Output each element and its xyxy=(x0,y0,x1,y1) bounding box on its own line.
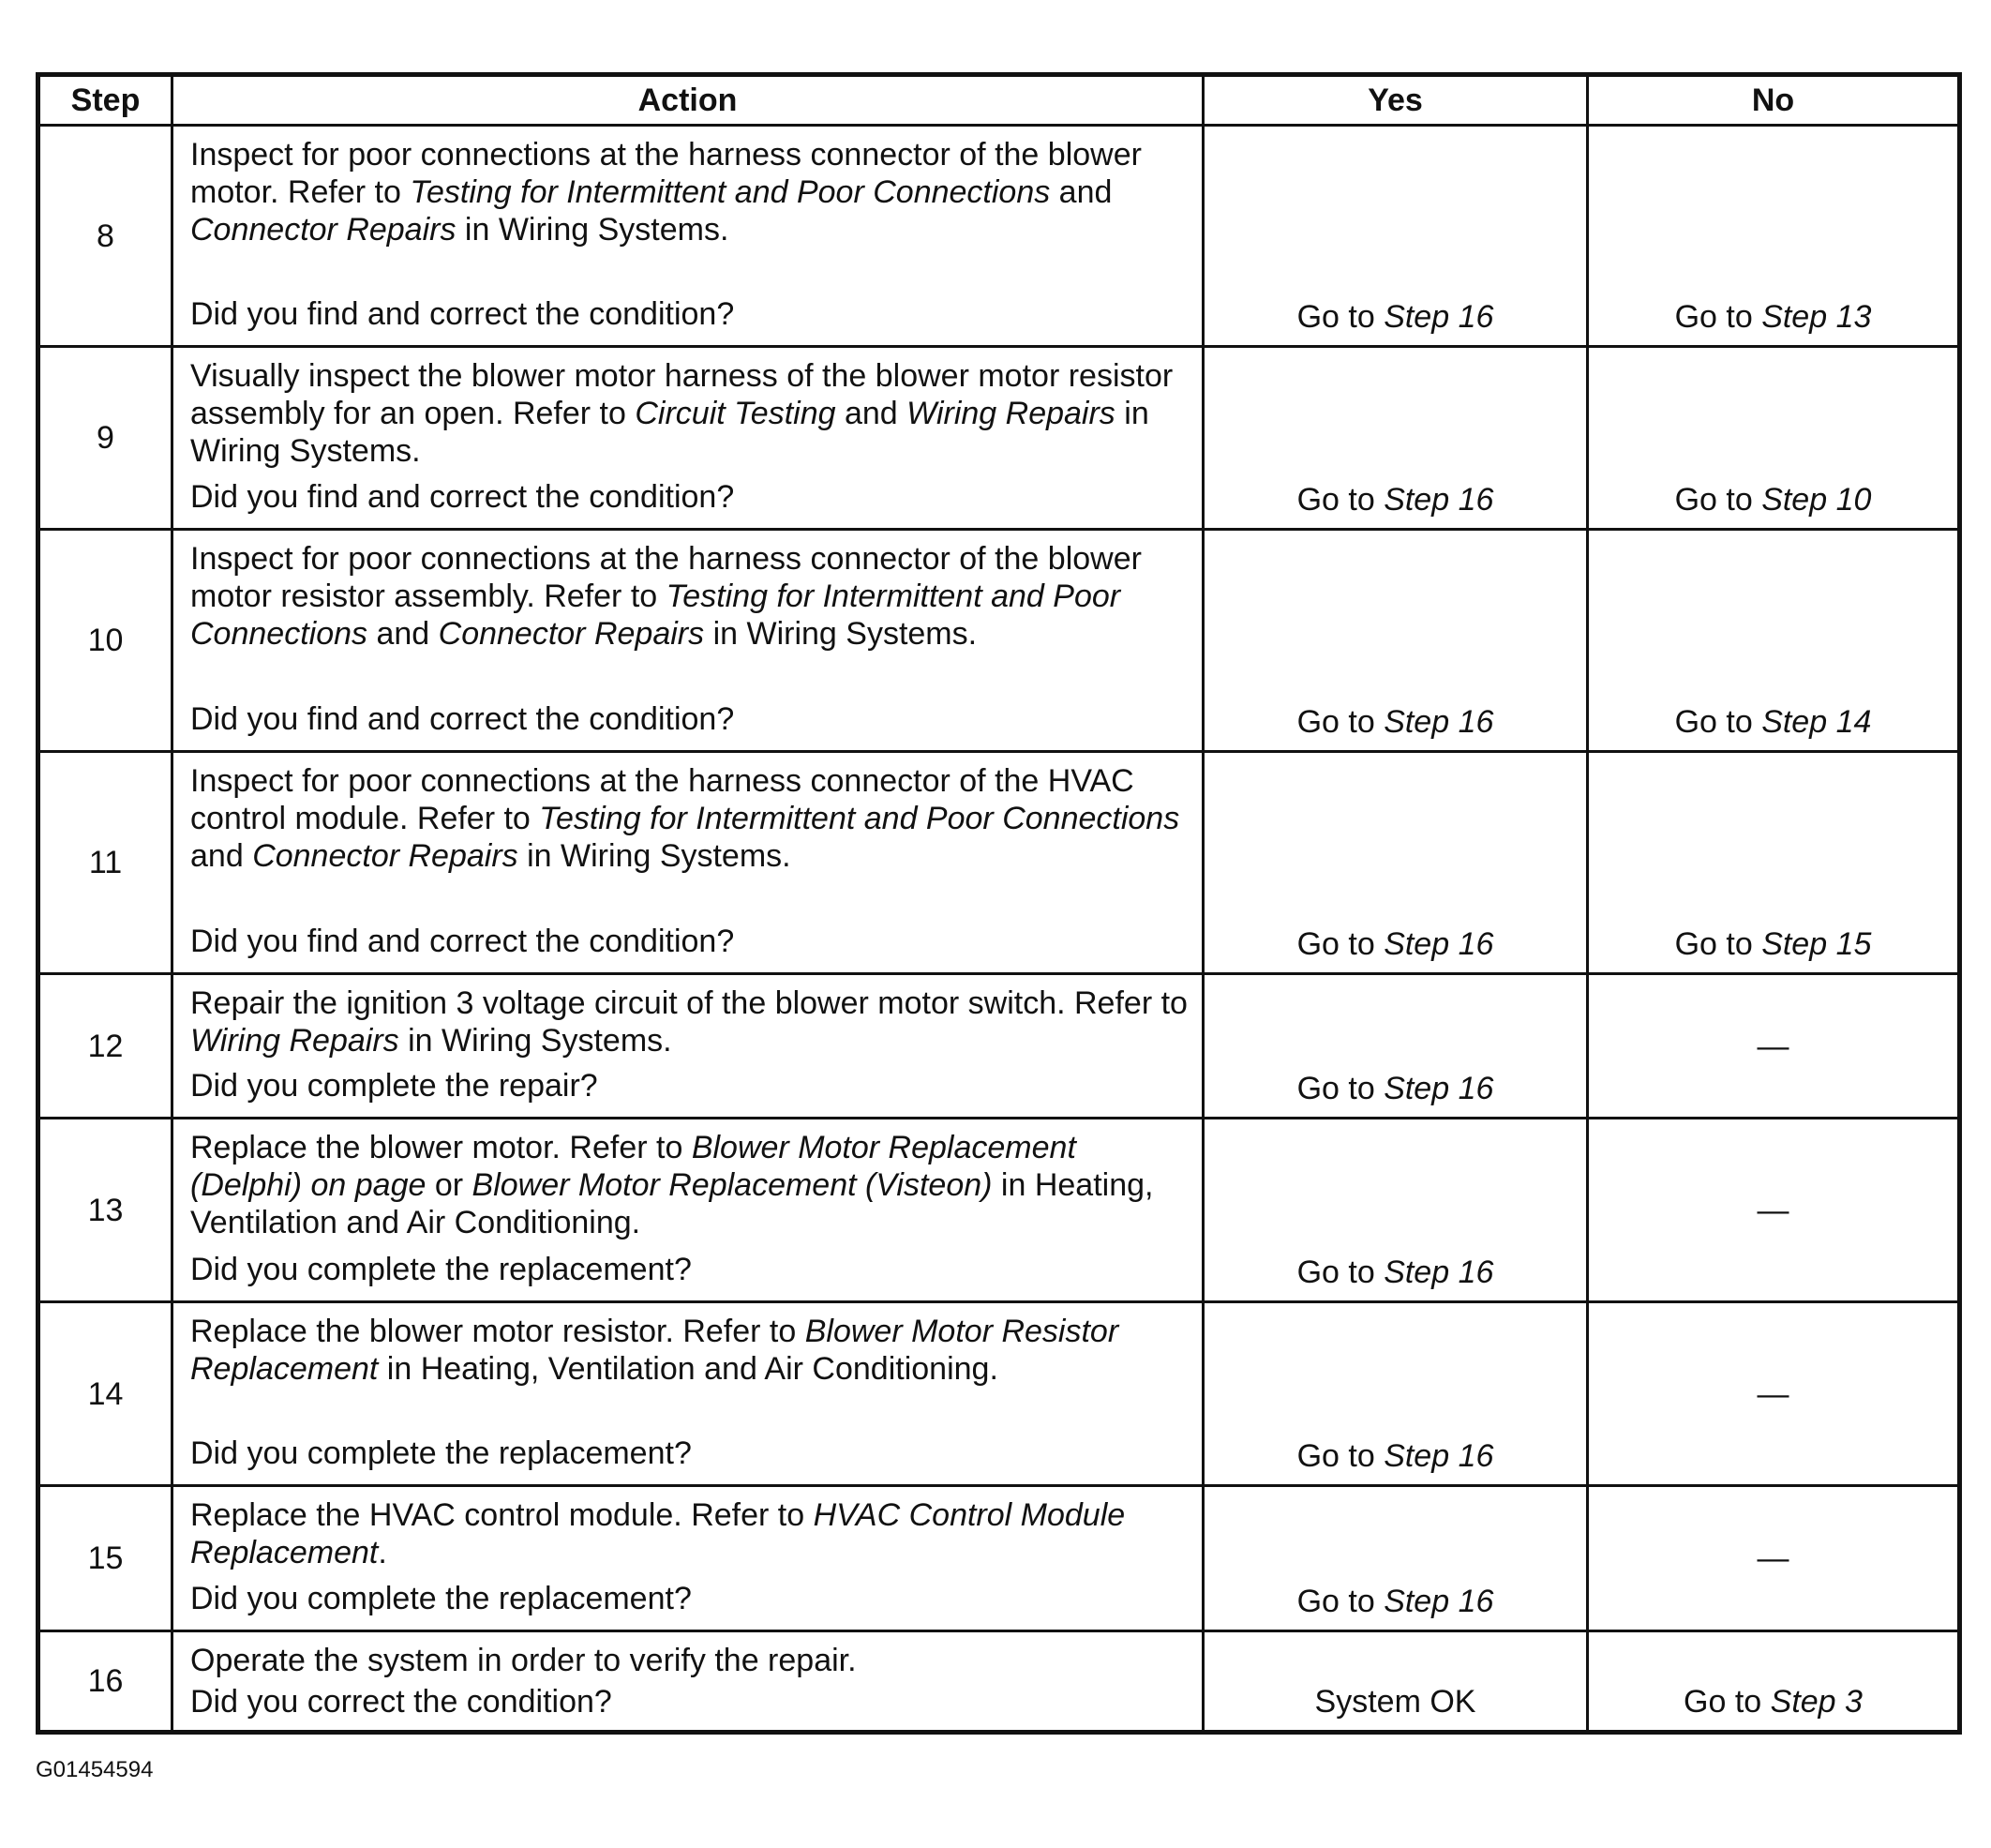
reference-link-text: Connector Repairs xyxy=(190,212,457,248)
reference-link-text: Step 16 xyxy=(1384,299,1494,335)
yes-result xyxy=(1204,974,1588,1119)
yes-result xyxy=(1204,126,1588,347)
text-segment: Replace the HVAC control module. Refer to xyxy=(190,1497,814,1533)
text-segment: Go to xyxy=(1296,299,1385,335)
text-segment: Go to xyxy=(1674,482,1762,518)
table-row xyxy=(38,752,1960,974)
text-segment: Inspect for poor connections at the harness connector of the blower motor resistor assembly. Refer to xyxy=(190,541,1142,614)
reference-link-text: Step 16 xyxy=(1384,1584,1494,1619)
step-number: 9 xyxy=(38,347,172,530)
step-number: 11 xyxy=(38,752,172,974)
text-segment: Go to xyxy=(1296,704,1385,740)
table-row xyxy=(38,1302,1960,1486)
text-segment: and xyxy=(367,616,439,652)
text-segment: . xyxy=(378,1535,387,1570)
action-cell xyxy=(172,752,1204,974)
text-segment: Inspect for poor connections at the harness connector of the HVAC control module. Refer to xyxy=(190,763,1134,836)
action-question: Did you complete the repair? xyxy=(190,1068,598,1104)
action-text xyxy=(190,1496,1189,1571)
text-segment: Go to xyxy=(1674,704,1762,740)
yes-result xyxy=(1204,347,1588,530)
no-result xyxy=(1588,126,1960,347)
text-segment: Go to xyxy=(1684,1684,1771,1720)
table-row xyxy=(38,126,1960,347)
action-text xyxy=(190,1129,1189,1241)
yes-result xyxy=(1204,530,1588,752)
action-cell xyxy=(172,126,1204,347)
text-segment: Operate the system in order to verify the repair. xyxy=(190,1643,857,1678)
yes-result xyxy=(1204,1631,1588,1733)
action-question: Did you find and correct the condition? xyxy=(190,924,735,959)
action-text xyxy=(190,1642,1189,1679)
action-text xyxy=(190,762,1189,875)
action-cell xyxy=(172,1302,1204,1486)
action-question: Did you find and correct the condition? xyxy=(190,479,735,515)
text-segment: Go to xyxy=(1296,1438,1385,1474)
reference-link-text: Step 16 xyxy=(1384,482,1494,518)
step-number: 8 xyxy=(38,126,172,347)
action-question: Did you complete the replacement? xyxy=(190,1435,692,1471)
action-cell xyxy=(172,974,1204,1119)
action-question: Did you find and correct the condition? xyxy=(190,701,735,737)
action-cell xyxy=(172,1119,1204,1302)
reference-link-text: Testing for Intermittent and Poor Connections xyxy=(410,174,1051,210)
reference-link-text: Step 16 xyxy=(1384,1438,1494,1474)
figure-id: G01454594 xyxy=(36,1757,154,1782)
text-segment: in Wiring Systems. xyxy=(517,838,791,874)
text-segment: Inspect for poor connections at the harness connector of the blower motor. Refer to xyxy=(190,137,1142,210)
yes-result xyxy=(1204,1119,1588,1302)
text-segment: System OK xyxy=(1314,1684,1476,1720)
text-segment: in Wiring Systems. xyxy=(190,396,1149,469)
text-segment: and xyxy=(1050,174,1113,210)
text-segment: Go to xyxy=(1296,1255,1385,1290)
step-number: 16 xyxy=(38,1631,172,1733)
text-segment: Visually inspect the blower motor harness of the blower motor resistor assembly for an open. Refer to xyxy=(190,358,1174,431)
reference-link-text: Blower Motor Resistor Replacement xyxy=(190,1314,1119,1387)
table-row xyxy=(38,347,1960,530)
text-segment: in Wiring Systems. xyxy=(398,1023,672,1059)
text-segment: Go to xyxy=(1296,482,1385,518)
text-segment: Replace the blower motor resistor. Refer to xyxy=(190,1314,805,1349)
action-question: Did you find and correct the condition? xyxy=(190,296,735,332)
header-no: No xyxy=(1588,75,1960,126)
reference-link-text: Step 15 xyxy=(1761,926,1872,962)
reference-link-text: Connector Repairs xyxy=(252,838,518,874)
text-segment: in Wiring Systems. xyxy=(704,616,978,652)
table-row xyxy=(38,530,1960,752)
text-segment: Go to xyxy=(1674,299,1762,335)
step-number: 13 xyxy=(38,1119,172,1302)
table-row xyxy=(38,1486,1960,1631)
step-number: 14 xyxy=(38,1302,172,1486)
action-text xyxy=(190,1313,1189,1388)
no-result xyxy=(1588,1631,1960,1733)
no-result-dash: — xyxy=(1588,974,1960,1119)
action-cell xyxy=(172,1631,1204,1733)
table-header-row xyxy=(38,75,1960,126)
yes-result xyxy=(1204,1302,1588,1486)
reference-link-text: Step 16 xyxy=(1384,704,1494,740)
reference-link-text: Blower Motor Replacement (Delphi) on page xyxy=(190,1130,1076,1203)
text-segment: in Heating, Ventilation and Air Conditioning. xyxy=(190,1167,1154,1240)
text-segment: Go to xyxy=(1296,1584,1385,1619)
reference-link-text: Step 10 xyxy=(1761,482,1872,518)
no-result-dash: — xyxy=(1588,1486,1960,1631)
yes-result xyxy=(1204,1486,1588,1631)
action-text xyxy=(190,357,1189,470)
no-result-dash: — xyxy=(1588,1302,1960,1486)
reference-link-text: Wiring Repairs xyxy=(906,396,1115,431)
action-question: Did you correct the condition? xyxy=(190,1684,612,1720)
no-result-dash: — xyxy=(1588,1119,1960,1302)
action-question: Did you complete the replacement? xyxy=(190,1581,692,1616)
reference-link-text: Connector Repairs xyxy=(438,616,705,652)
table-body xyxy=(38,126,1960,1733)
reference-link-text: Step 16 xyxy=(1384,1071,1494,1106)
text-segment: Go to xyxy=(1674,926,1762,962)
header-step: Step xyxy=(38,75,172,126)
text-segment: and xyxy=(835,396,907,431)
action-cell xyxy=(172,347,1204,530)
step-number: 15 xyxy=(38,1486,172,1631)
text-segment: Replace the blower motor. Refer to xyxy=(190,1130,692,1165)
no-result xyxy=(1588,752,1960,974)
action-text xyxy=(190,984,1189,1059)
text-segment: or xyxy=(426,1167,472,1203)
text-segment: Go to xyxy=(1296,926,1385,962)
action-question: Did you complete the replacement? xyxy=(190,1252,692,1287)
table-row xyxy=(38,1631,1960,1733)
text-segment: in Heating, Ventilation and Air Conditioning. xyxy=(378,1351,998,1387)
diagnostic-table xyxy=(36,72,1962,1735)
table-row xyxy=(38,974,1960,1119)
reference-link-text: Wiring Repairs xyxy=(190,1023,399,1059)
reference-link-text: Step 16 xyxy=(1384,926,1494,962)
no-result xyxy=(1588,347,1960,530)
text-segment: and xyxy=(190,838,253,874)
action-text xyxy=(190,136,1189,248)
reference-link-text: Step 14 xyxy=(1761,704,1872,740)
reference-link-text: Step 3 xyxy=(1770,1684,1863,1720)
no-result xyxy=(1588,530,1960,752)
reference-link-text: Testing for Intermittent and Poor Connections xyxy=(539,801,1180,836)
reference-link-text: Testing for Intermittent and Poor Connections xyxy=(190,578,1121,652)
reference-link-text: Blower Motor Replacement (Visteon) xyxy=(472,1167,993,1203)
reference-link-text: Circuit Testing xyxy=(635,396,836,431)
action-cell xyxy=(172,530,1204,752)
header-action: Action xyxy=(172,75,1204,126)
header-yes: Yes xyxy=(1204,75,1588,126)
reference-link-text: Step 13 xyxy=(1761,299,1872,335)
yes-result xyxy=(1204,752,1588,974)
action-text xyxy=(190,540,1189,653)
action-cell xyxy=(172,1486,1204,1631)
text-segment: Repair the ignition 3 voltage circuit of the blower motor switch. Refer to xyxy=(190,985,1188,1021)
step-number: 12 xyxy=(38,974,172,1119)
text-segment: in Wiring Systems. xyxy=(456,212,729,248)
table-row xyxy=(38,1119,1960,1302)
step-number: 10 xyxy=(38,530,172,752)
reference-link-text: HVAC Control Module Replacement xyxy=(190,1497,1126,1570)
reference-link-text: Step 16 xyxy=(1384,1255,1494,1290)
text-segment: Go to xyxy=(1296,1071,1385,1106)
